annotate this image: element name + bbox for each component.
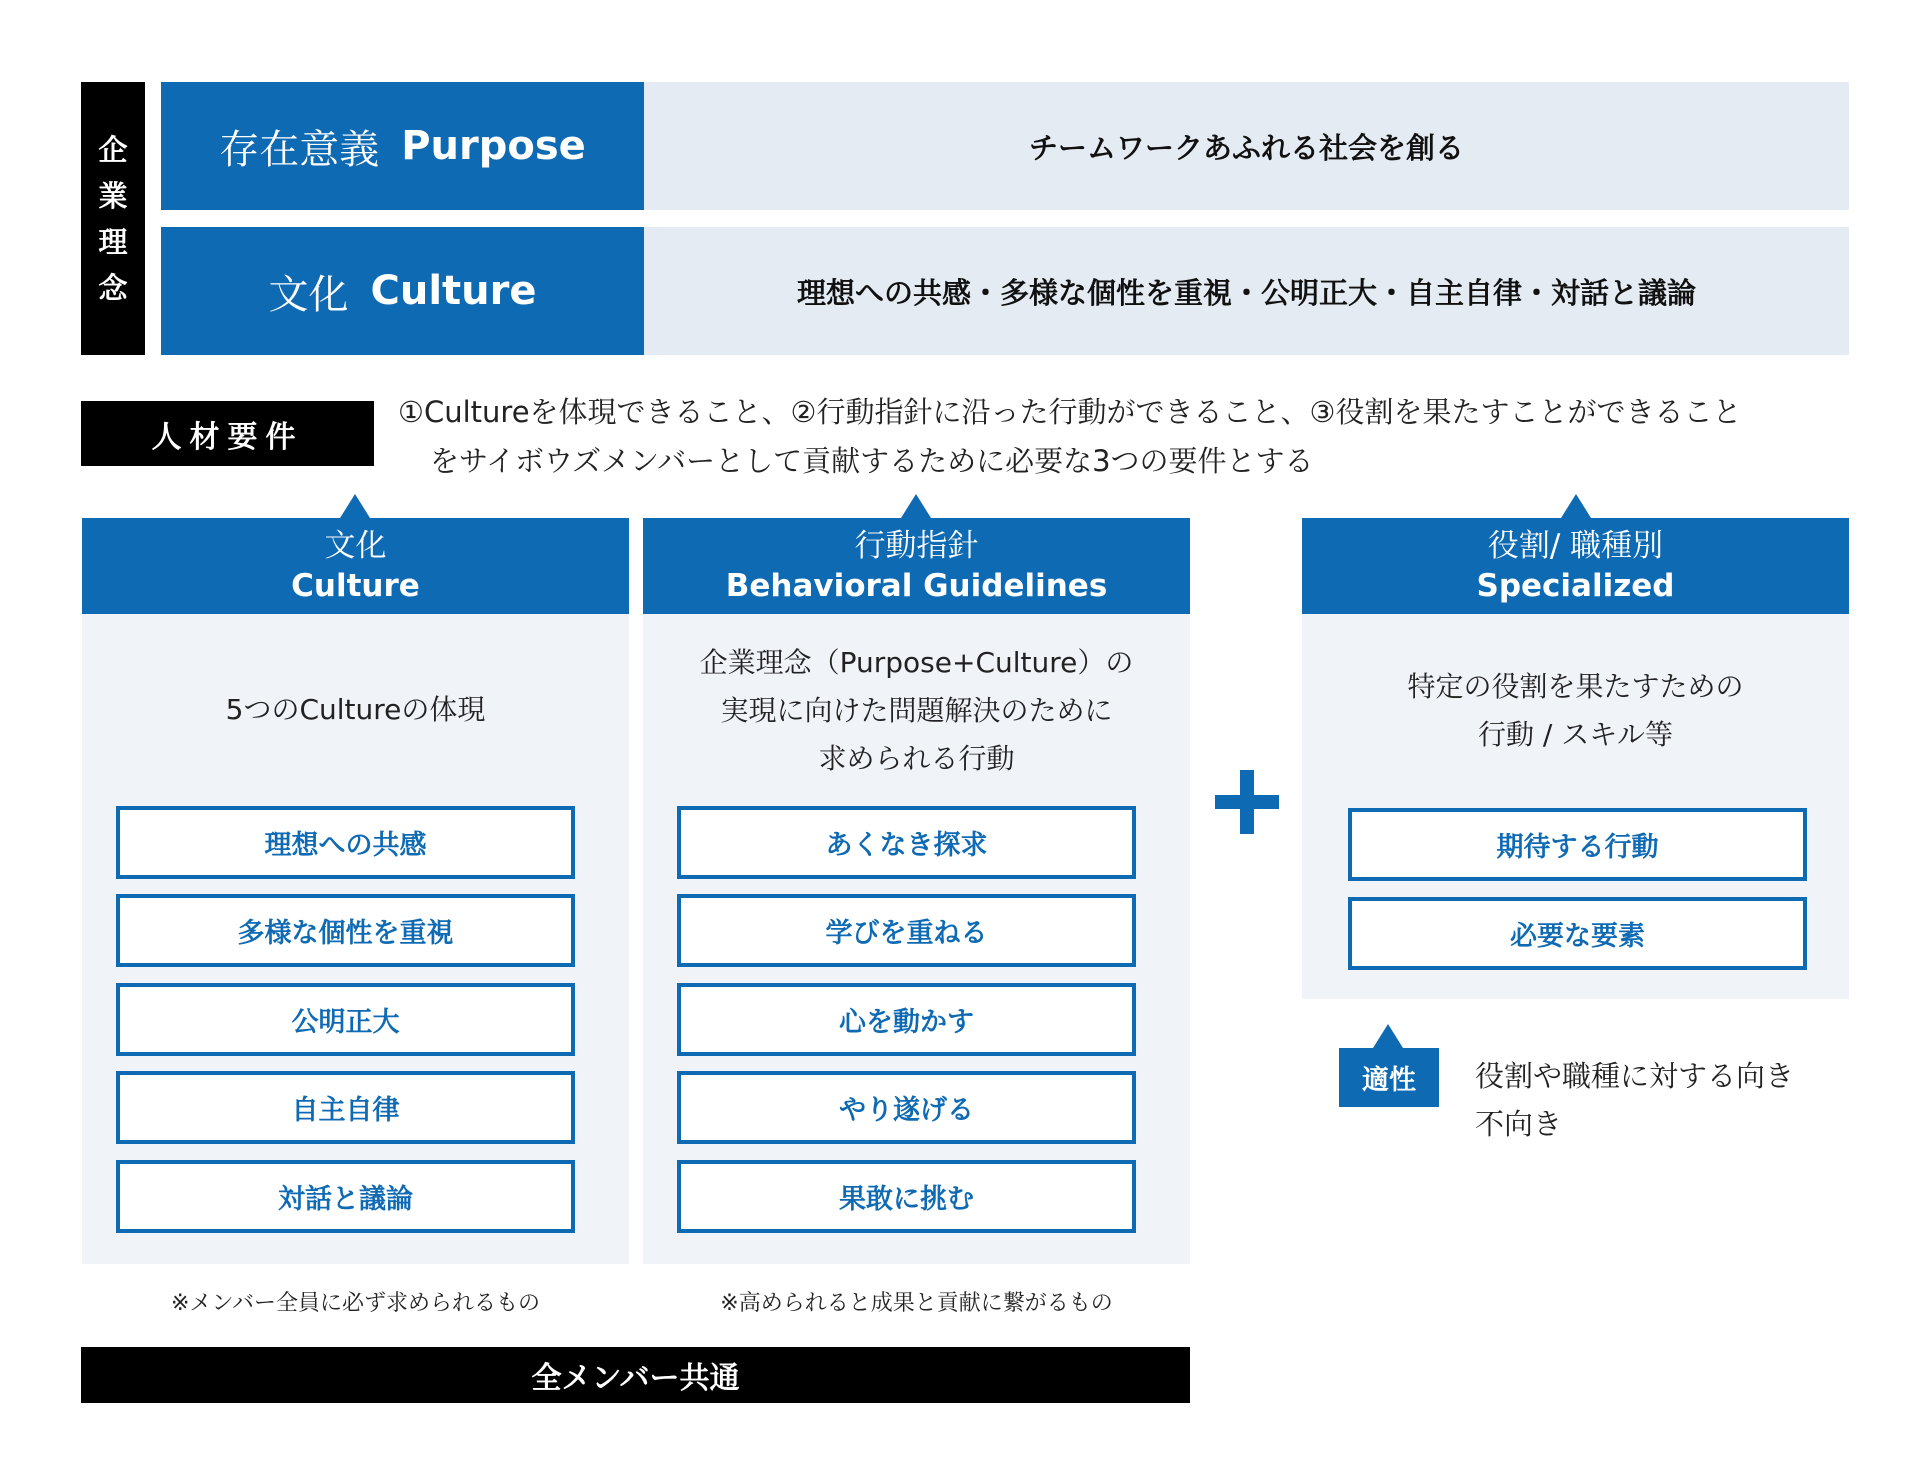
label-char: 理 bbox=[98, 224, 128, 259]
culture-column-description bbox=[82, 686, 629, 734]
requirements-description-line: ①Cultureを体現できること、②行動指針に沿った行動ができること、③役割を果たすことができること bbox=[398, 395, 1742, 429]
description-line: 求められる行動 bbox=[818, 742, 1015, 775]
culture-column-title-en: Culture bbox=[291, 568, 420, 604]
specialized-column-description bbox=[1302, 663, 1849, 759]
specialized-item bbox=[1348, 897, 1807, 970]
guideline-item bbox=[677, 983, 1136, 1056]
specialized-item bbox=[1348, 808, 1807, 881]
culture-column-header bbox=[82, 518, 629, 614]
specialized-item-label: 必要な要素 bbox=[1510, 921, 1645, 952]
guideline-item bbox=[677, 1160, 1136, 1233]
culture-column-title-jp: 文化 bbox=[324, 528, 387, 564]
guideline-item bbox=[677, 894, 1136, 967]
specialized-item-label: 期待する行動 bbox=[1496, 832, 1659, 863]
culture-item bbox=[116, 1160, 575, 1233]
purpose-content-cell bbox=[644, 82, 1849, 210]
aptitude-description bbox=[1475, 1052, 1835, 1148]
guidelines-column-title-jp: 行動指針 bbox=[854, 528, 979, 564]
culture-content-cell bbox=[644, 227, 1849, 355]
aptitude-badge bbox=[1339, 1048, 1439, 1107]
description-line: 特定の役割を果たすための bbox=[1407, 670, 1744, 703]
guidelines-column-pointer bbox=[901, 494, 931, 518]
specialized-column-title-jp: 役割/ 職種別 bbox=[1487, 528, 1664, 564]
label-char: 企 bbox=[98, 132, 128, 167]
description-line: 企業理念（Purpose+Culture）の bbox=[699, 646, 1134, 679]
guideline-item-label: やり遂げる bbox=[839, 1095, 974, 1126]
corporate-philosophy-label bbox=[81, 82, 145, 355]
aptitude-line: 役割や職種に対する向き bbox=[1475, 1059, 1795, 1093]
all-members-common-label: 全メンバー共通 bbox=[531, 1361, 740, 1396]
guidelines-column-note: ※高められると成果と貢献に繋がるもの bbox=[720, 1291, 1113, 1316]
culture-column-pointer bbox=[340, 494, 370, 518]
culture-item-label: 自主自律 bbox=[291, 1095, 400, 1126]
culture-content: 理想への共感・多様な個性を重視・公明正大・自主自律・対話と議論 bbox=[796, 275, 1696, 310]
guideline-item bbox=[677, 806, 1136, 879]
label-char: 念 bbox=[98, 270, 128, 305]
guidelines-column-header bbox=[643, 518, 1190, 614]
culture-item-label: 対話と議論 bbox=[278, 1184, 413, 1215]
culture-label-jp: 文化 bbox=[268, 271, 349, 318]
specialized-column-pointer bbox=[1561, 494, 1591, 518]
specialized-column-title-en: Specialized bbox=[1476, 568, 1675, 604]
guidelines-column-description bbox=[643, 639, 1190, 783]
culture-item bbox=[116, 806, 575, 879]
specialized-column-header bbox=[1302, 518, 1849, 614]
requirements-label bbox=[81, 401, 374, 466]
culture-column-note: ※メンバー全員に必ず求められるもの bbox=[171, 1291, 540, 1316]
guidelines-column bbox=[643, 518, 1190, 1264]
culture-label-en: Culture bbox=[370, 268, 537, 314]
requirements-description bbox=[398, 388, 1858, 486]
culture-item bbox=[116, 1071, 575, 1144]
guideline-item-label: 果敢に挑む bbox=[839, 1184, 974, 1215]
label-char: 業 bbox=[98, 178, 128, 213]
guideline-item-label: 心を動かす bbox=[839, 1007, 974, 1038]
culture-label-cell bbox=[161, 227, 644, 355]
guideline-item-label: あくなき探求 bbox=[825, 830, 988, 861]
purpose-content: チームワークあふれる社会を創る bbox=[1028, 130, 1464, 165]
guideline-item bbox=[677, 1071, 1136, 1144]
all-members-common-bar bbox=[81, 1347, 1190, 1403]
plus-icon-vertical bbox=[1240, 770, 1254, 834]
description-line: 5つのCultureの体現 bbox=[225, 693, 486, 726]
guidelines-column-title-en: Behavioral Guidelines bbox=[725, 568, 1108, 604]
requirements-description-line: をサイボウズメンバーとして貢献するために必要な3つの要件とする bbox=[430, 444, 1314, 478]
culture-item bbox=[116, 894, 575, 967]
purpose-label-cell bbox=[161, 82, 644, 210]
culture-item bbox=[116, 983, 575, 1056]
aptitude-line: 不向き bbox=[1475, 1107, 1563, 1141]
purpose-label-en: Purpose bbox=[401, 123, 586, 169]
purpose-label-jp: 存在意義 bbox=[219, 126, 380, 173]
description-line: 実現に向けた問題解決のために bbox=[720, 694, 1113, 727]
description-line: 行動 / スキル等 bbox=[1478, 718, 1673, 751]
culture-item-label: 理想への共感 bbox=[264, 830, 427, 861]
culture-item-label: 多様な個性を重視 bbox=[237, 918, 454, 949]
culture-column bbox=[82, 518, 629, 1264]
guideline-item-label: 学びを重ねる bbox=[825, 918, 988, 949]
requirements-label-text: 人材要件 bbox=[151, 419, 304, 455]
aptitude-badge-label: 適性 bbox=[1362, 1065, 1416, 1096]
culture-item-label: 公明正大 bbox=[291, 1007, 400, 1038]
aptitude-pointer bbox=[1373, 1024, 1403, 1048]
